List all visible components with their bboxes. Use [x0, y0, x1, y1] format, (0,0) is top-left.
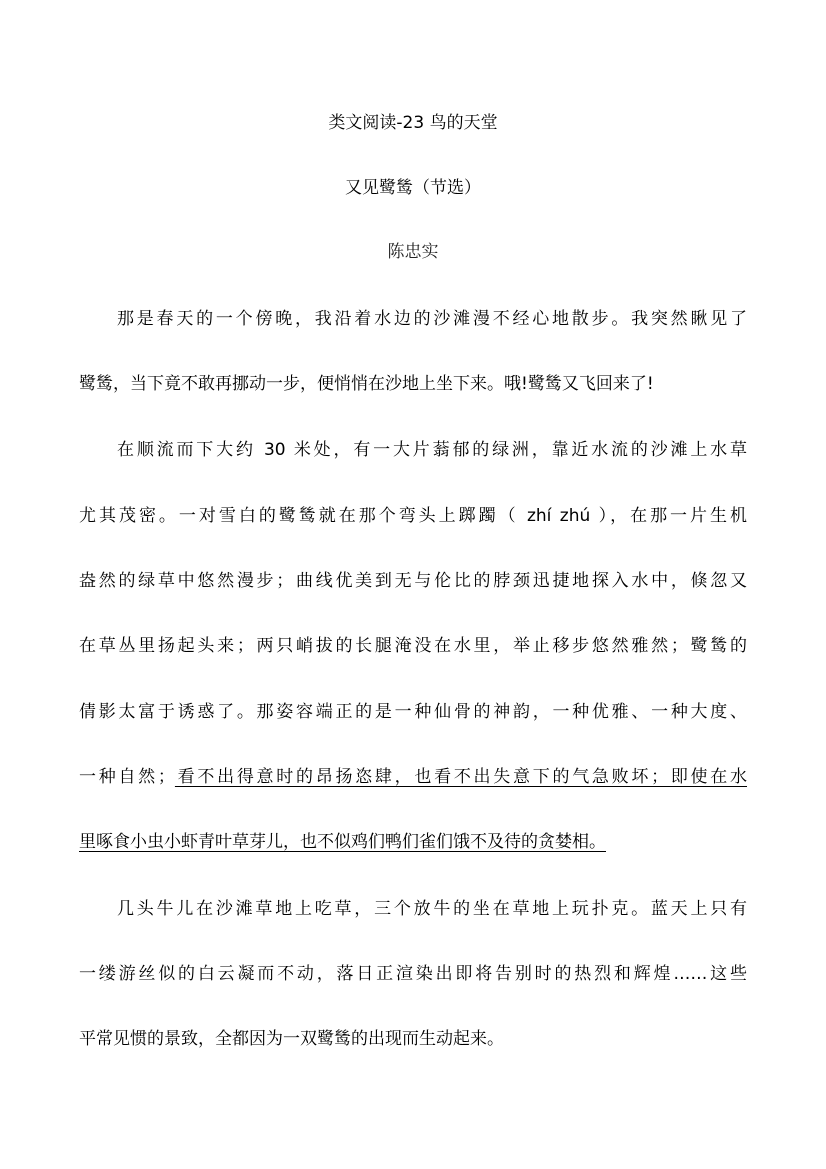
paragraph-3-line-2: 一缕游丝似的白云凝而不动，落日正渲染出即将告别时的热烈和辉煌……这些: [79, 964, 747, 984]
paragraph-2-line-6: [79, 765, 747, 789]
article-author: 陈忠实: [387, 242, 439, 262]
underlined-text-segment: 里啄食小虫小虾青叶草芽儿，也不似鸡们鸭们雀们饿不及待的贪婪相。: [79, 832, 606, 852]
paragraph-2-line-2: 尤其茂密。一对雪白的鹭鸶就在那个弯头上踯躅（ zhí zhú ），在那一片生机: [79, 506, 747, 526]
paragraph-2-line-1: 在顺流而下大约 30 米处，有一大片蓊郁的绿洲，靠近水流的沙滩上水草: [117, 440, 747, 460]
paragraph-1-line-1: 那是春天的一个傍晚，我沿着水边的沙滩漫不经心地散步。我突然瞅见了: [117, 309, 747, 329]
paragraph-2-line-3: 盎然的绿草中悠然漫步；曲线优美到无与伦比的脖颈迅捷地探入水中，倏忽又: [79, 571, 747, 591]
paragraph-3-line-1: 几头牛儿在沙滩草地上吃草，三个放牛的坐在草地上玩扑克。蓝天上只有: [117, 899, 747, 919]
document-title: 类文阅读-23 鸟的天堂: [328, 113, 498, 133]
paragraph-2-line-5: 倩影太富于诱惑了。那姿容端正的是一种仙骨的神韵，一种优雅、一种大度、: [79, 702, 747, 722]
plain-text-segment: 一种自然；: [79, 767, 175, 787]
paragraph-2-line-4: 在草丛里扬起头来；两只峭拔的长腿淹没在水里，举止移步悠然雅然；鹭鸶的: [79, 636, 747, 656]
underlined-text-segment: 看不出得意时的昂扬恣肆，也看不出失意下的气急败坏；即使在水: [174, 767, 748, 787]
paragraph-3-line-3: 平常见惯的景致，全都因为一双鹭鸶的出现而生动起来。: [79, 1029, 504, 1049]
paragraph-2-line-7: [79, 830, 747, 854]
paragraph-1-line-2: 鹭鸶，当下竟不敢再挪动一步，便悄悄在沙地上坐下来。哦!鹭鸶又飞回来了!: [79, 374, 654, 394]
article-title: 又见鹭鸶（节选）: [345, 178, 481, 198]
